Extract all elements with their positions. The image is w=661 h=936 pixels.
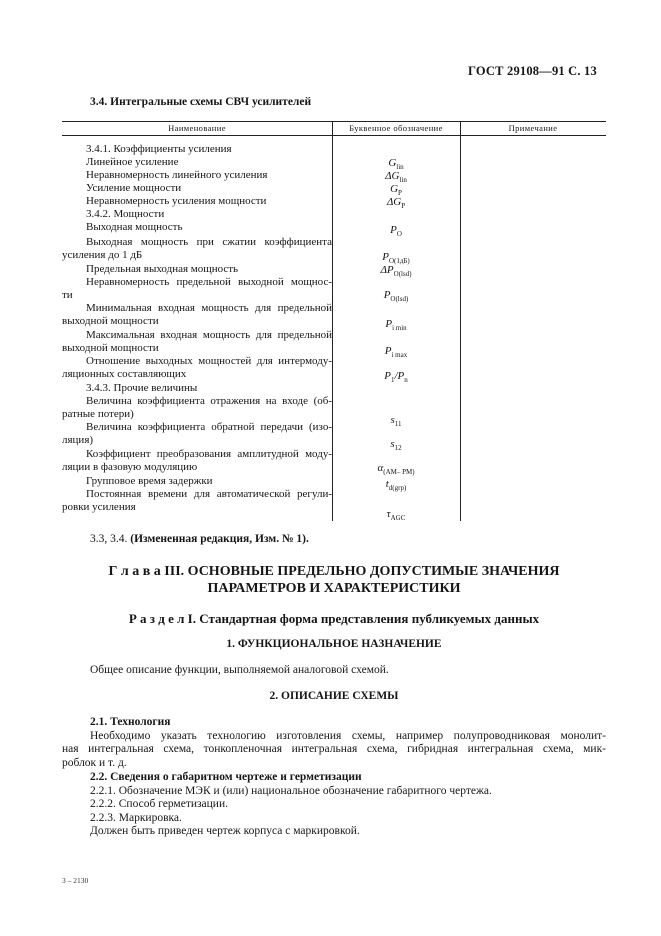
symbol-main: P	[390, 224, 397, 236]
table-row-symbol	[332, 462, 460, 476]
symbol-main: α	[377, 462, 384, 474]
heading-technology: 2.1. Технология	[90, 716, 171, 728]
symbol-main: /P	[394, 370, 405, 382]
table-row-name	[62, 208, 332, 221]
symbol-subscript: 12	[394, 444, 402, 452]
table-row-name	[62, 221, 332, 234]
symbol-main: t	[385, 478, 389, 490]
table-row-symbol	[332, 438, 460, 452]
symbol-subscript: d(grp)	[388, 484, 407, 492]
table-row-symbol	[332, 508, 460, 522]
table-row-name-line: Неравномерность предельной выходной мощнос-	[86, 276, 332, 288]
table-row-name-line: Неравномерность усиления мощности	[86, 195, 267, 207]
table-row-name-line: 3.4.3. Прочие величины	[86, 382, 198, 394]
table-row-name-line: выходной мощности	[62, 342, 159, 355]
symbol-main: P	[384, 345, 392, 357]
table-row-symbol	[332, 345, 460, 359]
table-row-name-line: 3.4.2. Мощности	[86, 208, 165, 220]
symbol-main: G	[390, 183, 399, 195]
table-row-name	[62, 382, 332, 395]
symbol-main: P	[383, 289, 391, 301]
table-row-name-line: Групповое время задержки	[86, 475, 213, 487]
table-row-symbol	[332, 196, 460, 210]
table-header-name: Наименование	[168, 123, 226, 133]
symbol-main: s	[390, 438, 395, 450]
symbol-subscript: 11	[394, 420, 402, 428]
symbol-subscript: O(lsd)	[393, 270, 412, 278]
symbol-subscript: lin	[396, 163, 404, 171]
footer-print-code: 3 – 2130	[62, 876, 89, 885]
table-row-name	[62, 302, 332, 329]
symbol-main: ΔG	[385, 170, 400, 182]
list-item: 2.2.3. Маркировка.	[90, 811, 182, 824]
table-row-name-line: Выходная мощность при сжатии коэффициента	[86, 236, 332, 248]
table-row-name-line: ти	[62, 289, 73, 302]
table-column-divider	[460, 121, 461, 521]
table-row-name-line: Максимальная входная мощность для предельной	[86, 329, 332, 341]
table-row-name	[62, 421, 332, 448]
list-item: 2.2.1. Обозначение МЭК и (или) национальное обозначение габаритного чертежа.	[90, 785, 492, 797]
paragraph-line: ная интегральная схема, тонкопленочная интегральная схема, гибридная интегральная схема, мик-	[62, 743, 606, 756]
table-row-symbol	[332, 183, 460, 197]
table-row-name-line: ратные потери)	[62, 408, 134, 421]
heading-outline-drawing: 2.2. Сведения о габаритном чертеже и герметизации	[90, 771, 362, 783]
symbol-main: τ	[386, 508, 391, 520]
table-row-symbol	[332, 289, 460, 303]
table-row-name-line: ляция)	[62, 434, 94, 447]
table-row-name	[62, 355, 332, 382]
table-row-name-line: 3.4.1. Коэффициенты усиления	[86, 143, 232, 155]
outline-drawing-list	[90, 785, 606, 839]
technology-paragraph	[62, 730, 606, 770]
table-row-name-line: Неравномерность линейного усиления	[86, 169, 268, 181]
table-row-name	[62, 329, 332, 356]
table-row-symbol	[332, 370, 460, 384]
section-razdel-title: Р а з д е л I. Стандартная форма представления публикуемых данных	[128, 611, 540, 626]
symbol-subscript: AGC	[390, 514, 406, 522]
symbol-main: P	[382, 251, 389, 263]
symbol-subscript: i min	[392, 324, 407, 332]
symbol-subscript: lin	[399, 176, 407, 184]
table-row-name	[62, 156, 332, 169]
symbol-subscript: n	[404, 376, 408, 384]
table-row-name	[62, 448, 332, 475]
table-row-name-line: Величина коэффициента обратной передачи (изо-	[86, 421, 332, 433]
table-row-name	[62, 263, 332, 276]
symbol-main: ΔG	[386, 196, 402, 208]
functional-purpose-text: Общее описание функции, выполняемой аналоговой схемой.	[90, 664, 389, 676]
table-row-name-line: Линейное усиление	[86, 156, 179, 168]
table-row-name	[62, 143, 332, 156]
table-row-name-line: Коэффициент преобразования амплитудной моду-	[86, 448, 332, 460]
list-item: Должен быть приведен чертеж корпуса с маркировкой.	[90, 825, 360, 838]
table-header-rule	[62, 135, 606, 136]
symbol-subscript: P	[401, 202, 406, 210]
symbol-subscript: 1	[390, 376, 395, 384]
table-header-note: Примечание	[508, 123, 558, 133]
table-row-name	[62, 395, 332, 422]
symbol-subscript: P	[398, 189, 402, 197]
symbol-main: ΔP	[380, 264, 394, 276]
list-item: 2.2.2. Способ герметизации.	[90, 798, 228, 811]
amendment-note: 3.3, 3.4. (Измененная редакция, Изм. № 1).	[90, 533, 309, 545]
symbol-main: s	[390, 414, 395, 426]
table-row-name-line: Постоянная времени для автоматической регули-	[86, 488, 332, 500]
table-row-name	[62, 475, 332, 488]
table-top-rule	[62, 121, 606, 122]
table-row-symbol	[332, 414, 460, 428]
table-row-name-line: Отношение выходных мощностей для интермоду-	[86, 355, 332, 367]
table-row-name	[62, 488, 332, 515]
symbol-subscript: (AM– PM)	[383, 468, 415, 476]
table-row-name-line: Минимальная входная мощность для предельной	[86, 302, 332, 314]
section-title: 3.4. Интегральные схемы СВЧ усилителей	[90, 96, 312, 108]
table-row-name-line: ровки усиления	[62, 501, 136, 514]
symbol-main: P	[385, 318, 393, 330]
table-row-symbol	[332, 157, 460, 171]
table-row-name-line: Выходная мощность	[86, 221, 183, 233]
table-row-name-line: усиления до 1 дБ	[62, 249, 143, 262]
heading-circuit-description: 2. ОПИСАНИЕ СХЕМЫ	[269, 690, 399, 702]
table-row-symbol	[332, 170, 460, 184]
symbol-subscript: O	[396, 230, 402, 238]
table-row-name-line: Усиление мощности	[86, 182, 182, 194]
table-row-name-line: Предельная выходная мощность	[86, 263, 239, 275]
table-row-symbol	[332, 224, 460, 238]
table-row-name-line: выходной мощности	[62, 315, 159, 328]
table-row-symbol	[332, 478, 460, 492]
chapter-title: Г л а в а III. ОСНОВНЫЕ ПРЕДЕЛЬНО ДОПУСТИМЫЕ ЗНАЧЕНИЯ ПАРАМЕТРОВ И ХАРАКТЕРИСТИКИ	[108, 564, 560, 596]
table-row-name	[62, 236, 332, 263]
table-row-name-line: ляционных составляющих	[62, 368, 187, 381]
table-row-symbol	[332, 318, 460, 332]
table-header-symbol: Буквенное обозначение	[349, 123, 443, 133]
table-row-name	[62, 276, 332, 303]
symbol-main: P	[384, 370, 391, 382]
table-row-name	[62, 195, 332, 208]
table-row-name	[62, 169, 332, 182]
symbol-subscript: i max	[391, 351, 408, 359]
table-row-name-line: ляции в фазовую модуляцию	[62, 461, 198, 474]
table-row-symbol	[332, 251, 460, 265]
page-header: ГОСТ 29108—91 С. 13	[468, 64, 597, 78]
table-row-name	[62, 182, 332, 195]
symbol-subscript: O(lsd)	[390, 295, 409, 303]
paragraph-line: Необходимо указать технологию изготовления схемы, например полупроводниковая монолит-	[90, 730, 606, 742]
table-row-name-line: Величина коэффициента отражения на входе (об-	[86, 395, 332, 407]
symbol-subscript: O(1дБ)	[388, 257, 410, 265]
paragraph-line: роблок и т. д.	[62, 756, 127, 769]
heading-functional-purpose: 1. ФУНКЦИОНАЛЬНОЕ НАЗНАЧЕНИЕ	[226, 638, 442, 650]
table-row-symbol	[332, 264, 460, 278]
symbol-main: G	[388, 157, 397, 169]
